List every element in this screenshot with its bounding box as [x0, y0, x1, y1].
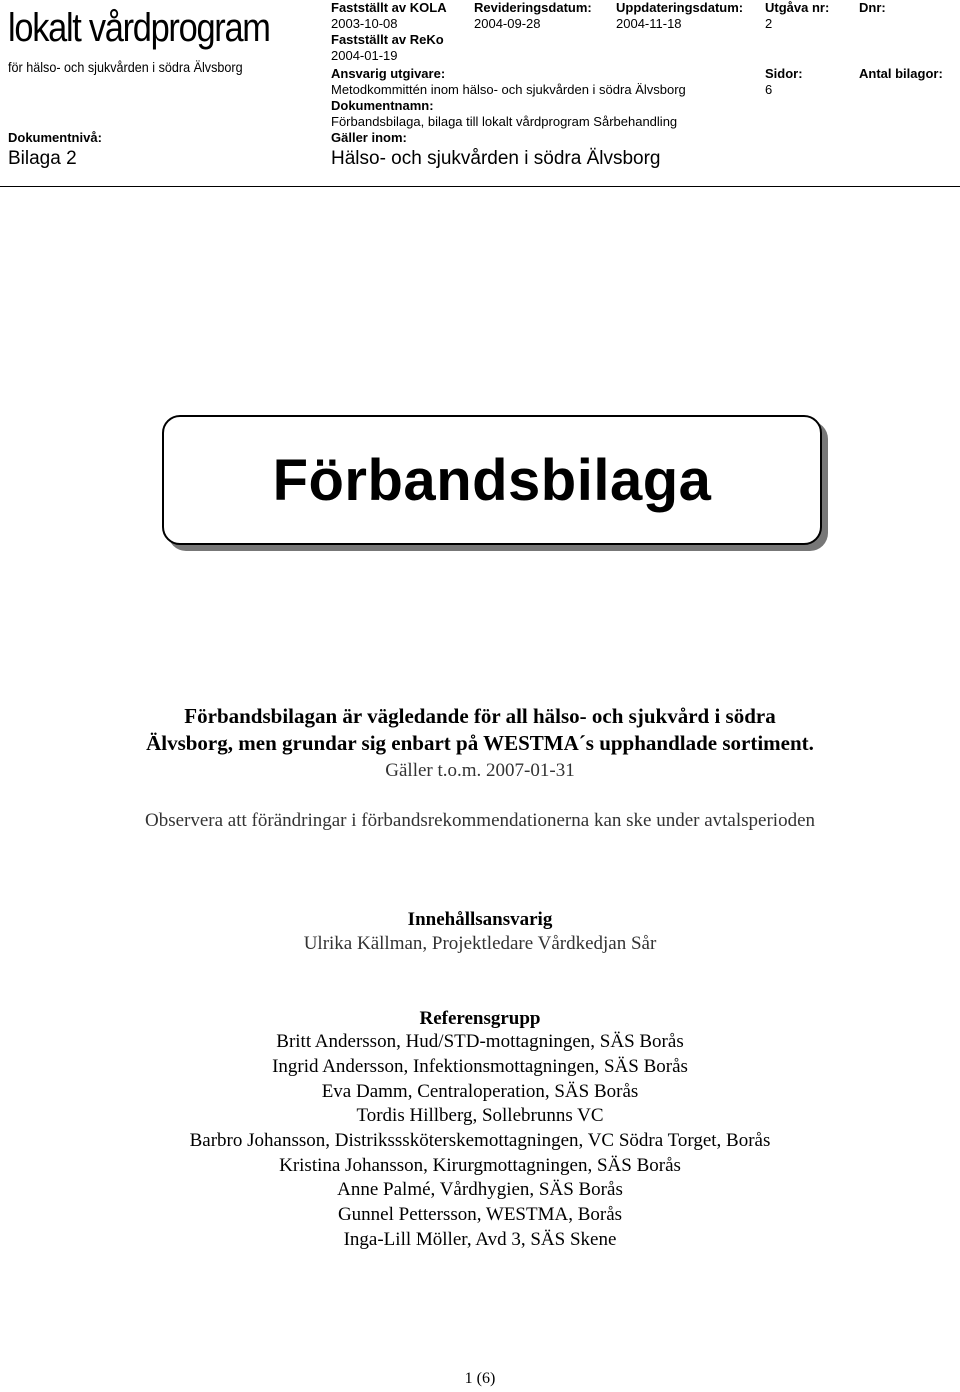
- intro-line-1: Förbandsbilagan är vägledande för all hälso- och sjukvård i södra: [184, 704, 776, 728]
- kola-date: 2003-10-08: [331, 16, 398, 31]
- content-responsible-value: Ulrika Källman, Projektledare Vårdkedjan Sår: [303, 933, 657, 954]
- attachments-label: Antal bilagor:: [859, 66, 943, 81]
- reference-member: Kristina Johansson, Kirurgmottagningen, SÄS Borås: [279, 1155, 681, 1176]
- header-divider: [0, 186, 960, 187]
- dnr-label: Dnr:: [859, 0, 886, 15]
- reference-member: Ingrid Andersson, Infektionsmottagningen, SÄS Borås: [272, 1056, 688, 1077]
- update-label: Uppdateringsdatum:: [616, 0, 744, 15]
- intro-line-2: Älvsborg, men grundar sig enbart på WESTMA´s upphandlade sortiment.: [146, 731, 814, 755]
- edition-label: Utgåva nr:: [765, 0, 830, 15]
- reko-label: Fastställt av ReKo: [331, 32, 444, 47]
- pages-label: Sidor:: [765, 66, 803, 81]
- edition-value: 2: [765, 16, 773, 31]
- update-date: 2004-11-18: [616, 16, 682, 31]
- publisher-value: Metodkommittén inom hälso- och sjukvården i södra Älvsborg: [331, 82, 686, 97]
- scope-value: Hälso- och sjukvården i södra Älvsborg: [331, 148, 661, 169]
- pages-value: 6: [765, 82, 773, 97]
- brand-subtitle: för hälso- och sjukvården i södra Älvsborg: [8, 59, 243, 75]
- content-responsible-heading: Innehållsansvarig: [407, 909, 553, 930]
- reko-date: 2004-01-19: [331, 48, 398, 63]
- notice: Observera att förändringar i förbandsrekommendationerna kan ske under avtalsperioden: [144, 810, 816, 831]
- doc-level-label: Dokumentnivå:: [8, 130, 102, 145]
- brand-title: lokalt vårdprogram: [8, 6, 270, 50]
- reference-member: Barbro Johansson, Distriksssköterskemottagningen, VC Södra Torget, Borås: [189, 1130, 771, 1151]
- reference-member: Eva Damm, Centraloperation, SÄS Borås: [321, 1081, 639, 1102]
- page-number: 1 (6): [464, 1370, 496, 1387]
- doc-level-value: Bilaga 2: [8, 148, 77, 169]
- reference-group-heading: Referensgrupp: [419, 1008, 541, 1029]
- docname-value: Förbandsbilaga, bilaga till lokalt vårdprogram Sårbehandling: [331, 114, 678, 129]
- reference-member: Inga-Lill Möller, Avd 3, SÄS Skene: [343, 1229, 617, 1250]
- scope-label: Gäller inom:: [331, 130, 407, 145]
- reference-member: Tordis Hillberg, Sollebrunns VC: [356, 1105, 604, 1126]
- publisher-label: Ansvarig utgivare:: [331, 66, 446, 81]
- title-box: [162, 415, 822, 545]
- reference-member: Anne Palmé, Vårdhygien, SÄS Borås: [337, 1179, 623, 1200]
- kola-label: Fastställt av KOLA: [331, 0, 447, 15]
- docname-label: Dokumentnamn:: [331, 98, 434, 113]
- revision-label: Revideringsdatum:: [474, 0, 592, 15]
- document-title: Förbandsbilaga: [272, 447, 712, 513]
- revision-date: 2004-09-28: [474, 16, 541, 31]
- valid-until: Gäller t.o.m. 2007-01-31: [385, 760, 575, 781]
- reference-member: Gunnel Pettersson, WESTMA, Borås: [337, 1204, 623, 1225]
- reference-member: Britt Andersson, Hud/STD-mottagningen, SÄS Borås: [276, 1031, 684, 1052]
